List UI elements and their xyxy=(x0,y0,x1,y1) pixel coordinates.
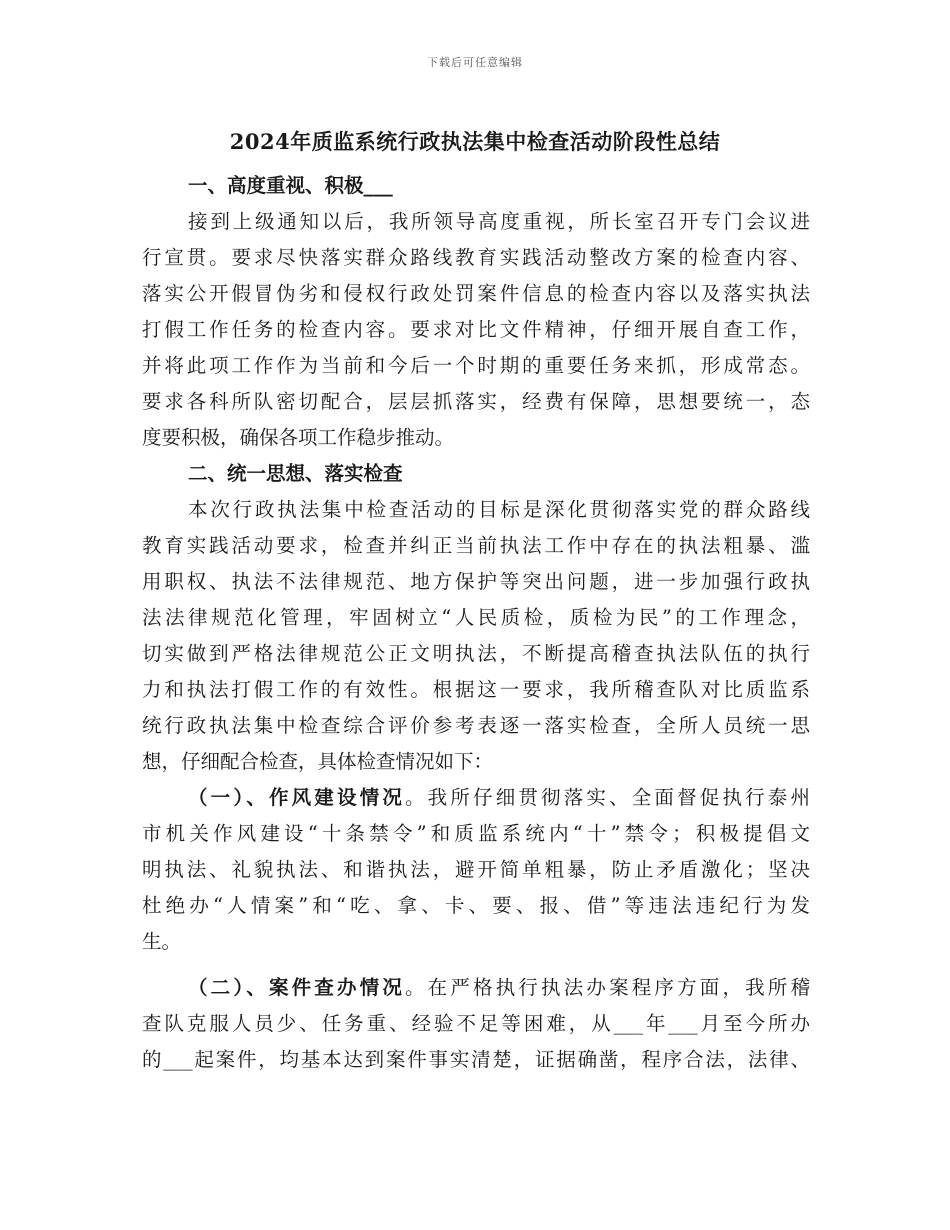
paragraph-line: 想，仔细配合检查，具体检查情况如下： xyxy=(142,750,494,773)
paragraph-line: 行宣贯。要求尽快落实群众路线教育实践活动整改方案的检查内容、 xyxy=(142,246,810,269)
subsection-item-2 xyxy=(142,970,810,1006)
paragraph-line: 并将此项工作作为当前和今后一个时期的重要任务来抓，形成常态。 xyxy=(142,354,810,377)
paragraph-line: 明执法、礼貌执法、和谐执法，避开简单粗暴，防止矛盾激化；坚决 xyxy=(142,858,810,881)
subsection-item-1 xyxy=(142,780,810,816)
paragraph-line: 要求各科所队密切配合，层层抓落实，经费有保障，思想要统一，态 xyxy=(142,390,810,413)
subsection-label-1: （一）、作风建设情况 xyxy=(188,786,405,809)
paragraph-line: 教育实践活动要求，检查并纠正当前执法工作中存在的执法粗暴、滥 xyxy=(142,534,810,557)
section-heading-1: 一、高度重视、积极___ xyxy=(188,174,393,197)
document-body xyxy=(142,168,810,1078)
subsection-text: 。我所仔细贯彻落实、全面督促执行泰州 xyxy=(405,786,810,809)
section-heading-2: 二、统一思想、落实检查 xyxy=(188,462,403,485)
paragraph-line: 法法律规范化管理，牢固树立“人民质检，质检为民”的工作理念， xyxy=(142,606,810,629)
paragraph-line: 市机关作风建设“十条禁令”和质监系统内“十”禁令；积极提倡文 xyxy=(142,822,810,845)
paragraph-line: 查队克服人员少、任务重、经验不足等困难，从___年___月至今所办 xyxy=(142,1012,810,1035)
paragraph-line: 统行政执法集中检查综合评价参考表逐一落实检查，全所人员统一思 xyxy=(142,714,810,737)
document-title: 2024年质监系统行政执法集中检查活动阶段性总结 xyxy=(229,129,721,154)
paragraph-spacer xyxy=(142,960,810,970)
paragraph-line: 度要积极，确保各项工作稳步推动。 xyxy=(142,426,455,449)
paragraph-line: 的___起案件，均基本达到案件事实清楚，证据确凿，程序合法，法律、 xyxy=(142,1048,810,1071)
paragraph-line: 杜绝办“人情案”和“吃、拿、卡、要、报、借”等违法违纪行为发 xyxy=(142,894,810,917)
paragraph-line: 力和执法打假工作的有效性。根据这一要求，我所稽查队对比质监系 xyxy=(142,678,810,701)
paragraph-line: 切实做到严格法律规范公正文明执法，不断提高稽查执法队伍的执行 xyxy=(142,642,810,665)
subsection-label-2: （二）、案件查办情况 xyxy=(188,976,405,999)
paragraph-line: 用职权、执法不法律规范、地方保护等突出问题，进一步加强行政执 xyxy=(142,570,810,593)
paragraph-line: 落实公开假冒伪劣和侵权行政处罚案件信息的检查内容以及落实执法 xyxy=(142,282,810,305)
paragraph-line: 本次行政执法集中检查活动的目标是深化贯彻落实党的群众路线 xyxy=(188,498,810,521)
subsection-text: 。在严格执行执法办案程序方面，我所稽 xyxy=(405,976,810,999)
paragraph-line: 生。 xyxy=(142,930,182,953)
watermark-text: 下载后可任意编辑 xyxy=(427,56,523,69)
paragraph-line: 打假工作任务的检查内容。要求对比文件精神，仔细开展自查工作， xyxy=(142,318,810,341)
paragraph-line: 接到上级通知以后，我所领导高度重视，所长室召开专门会议进 xyxy=(188,210,810,233)
